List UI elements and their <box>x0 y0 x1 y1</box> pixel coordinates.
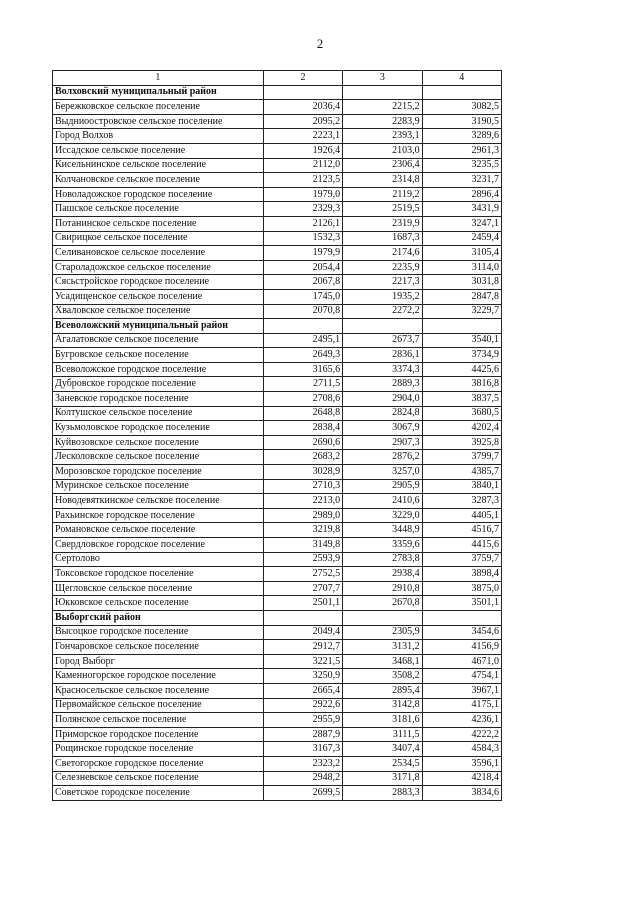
value-col4: 3454,6 <box>422 625 501 640</box>
value-col3: 2905,9 <box>343 479 422 494</box>
table-row <box>53 275 502 290</box>
settlement-name: Романовское сельское поселение <box>53 523 264 538</box>
settlement-name: Приморское городское поселение <box>53 727 264 742</box>
value-col2: 2495,1 <box>263 333 342 348</box>
table-row <box>53 377 502 392</box>
header-cell: 3 <box>343 71 422 86</box>
value-col4: 4405,1 <box>422 508 501 523</box>
section-row <box>53 610 502 625</box>
value-col4: 3231,7 <box>422 173 501 188</box>
value-col4: 3898,4 <box>422 567 501 582</box>
value-col3 <box>343 85 422 100</box>
table-row <box>53 231 502 246</box>
table-row <box>53 727 502 742</box>
header-cell: 2 <box>263 71 342 86</box>
value-col2: 1745,0 <box>263 289 342 304</box>
value-col3: 2272,2 <box>343 304 422 319</box>
value-col3: 2904,0 <box>343 392 422 407</box>
value-col2: 2223,1 <box>263 129 342 144</box>
value-col2 <box>263 610 342 625</box>
value-col3: 2103,0 <box>343 143 422 158</box>
value-col3: 2217,3 <box>343 275 422 290</box>
value-col2: 2036,4 <box>263 100 342 115</box>
value-col3: 3407,4 <box>343 742 422 757</box>
settlement-name: Высоцкое городское поселение <box>53 625 264 640</box>
value-col2: 2054,4 <box>263 260 342 275</box>
settlement-name: Селивановское сельское поселение <box>53 246 264 261</box>
settlement-name: Первомайское сельское поселение <box>53 698 264 713</box>
value-col2: 2112,0 <box>263 158 342 173</box>
value-col4: 3925,8 <box>422 435 501 450</box>
settlement-name: Заневское городское поселение <box>53 392 264 407</box>
settlement-name: Токсовское городское поселение <box>53 567 264 582</box>
table-row <box>53 100 502 115</box>
value-col4: 3596,1 <box>422 756 501 771</box>
value-col2: 2838,4 <box>263 421 342 436</box>
value-col4: 4218,4 <box>422 771 501 786</box>
settlement-name: Новоладожское городское поселение <box>53 187 264 202</box>
value-col3: 2824,8 <box>343 406 422 421</box>
value-col4: 3229,7 <box>422 304 501 319</box>
value-col3: 2215,2 <box>343 100 422 115</box>
value-col4: 3235,5 <box>422 158 501 173</box>
value-col3: 3359,6 <box>343 538 422 553</box>
value-col2: 2989,0 <box>263 508 342 523</box>
value-col2: 1532,3 <box>263 231 342 246</box>
settlement-name: Муринское сельское поселение <box>53 479 264 494</box>
value-col4 <box>422 319 501 334</box>
table-row <box>53 654 502 669</box>
value-col2: 2213,0 <box>263 494 342 509</box>
value-col2 <box>263 319 342 334</box>
value-col3: 2235,9 <box>343 260 422 275</box>
value-col3: 2319,9 <box>343 216 422 231</box>
value-col3: 2907,3 <box>343 435 422 450</box>
value-col3: 2938,4 <box>343 567 422 582</box>
value-col4: 4754,1 <box>422 669 501 684</box>
settlement-name: Бугровское сельское поселение <box>53 348 264 363</box>
header-cell: 1 <box>53 71 264 86</box>
value-col4: 2847,8 <box>422 289 501 304</box>
value-col4: 3680,5 <box>422 406 501 421</box>
value-col4: 2961,3 <box>422 143 501 158</box>
value-col2: 2912,7 <box>263 640 342 655</box>
settlement-name: Щегловское сельское поселение <box>53 581 264 596</box>
table-row <box>53 304 502 319</box>
value-col2: 2126,1 <box>263 216 342 231</box>
table-row <box>53 465 502 480</box>
page-number: 2 <box>316 36 324 51</box>
value-col4: 3031,8 <box>422 275 501 290</box>
table-row <box>53 508 502 523</box>
value-col4: 3114,0 <box>422 260 501 275</box>
table-row <box>53 158 502 173</box>
value-col2: 2683,2 <box>263 450 342 465</box>
value-col4: 3289,6 <box>422 129 501 144</box>
settlement-name: Свердловское городское поселение <box>53 538 264 553</box>
value-col4 <box>422 610 501 625</box>
settlement-name: Юкковское сельское поселение <box>53 596 264 611</box>
value-col2: 2648,8 <box>263 406 342 421</box>
table-row <box>53 129 502 144</box>
table-row <box>53 333 502 348</box>
value-col2: 2922,6 <box>263 698 342 713</box>
value-col2: 3221,5 <box>263 654 342 669</box>
value-col3 <box>343 610 422 625</box>
table-row <box>53 421 502 436</box>
value-col4: 4425,6 <box>422 362 501 377</box>
value-col2: 2501,1 <box>263 596 342 611</box>
settlement-name: Потанинское сельское поселение <box>53 216 264 231</box>
table-row <box>53 202 502 217</box>
settlement-name: Морозовское городское поселение <box>53 465 264 480</box>
value-col3: 1687,3 <box>343 231 422 246</box>
settlement-name: Каменногорское городское поселение <box>53 669 264 684</box>
settlement-name: Рахьинское городское поселение <box>53 508 264 523</box>
table-row <box>53 450 502 465</box>
value-col4: 3190,5 <box>422 114 501 129</box>
table-row <box>53 246 502 261</box>
table-row <box>53 173 502 188</box>
table-row <box>53 114 502 129</box>
table-row <box>53 683 502 698</box>
value-col2: 2070,8 <box>263 304 342 319</box>
value-col4: 3759,7 <box>422 552 501 567</box>
value-col3: 2314,8 <box>343 173 422 188</box>
value-col3: 3131,2 <box>343 640 422 655</box>
settlement-name: Бережковское сельское поселение <box>53 100 264 115</box>
table-row <box>53 625 502 640</box>
value-col4: 3799,7 <box>422 450 501 465</box>
value-col4: 3082,5 <box>422 100 501 115</box>
value-col3: 2305,9 <box>343 625 422 640</box>
value-col4: 4415,6 <box>422 538 501 553</box>
value-col2: 2593,9 <box>263 552 342 567</box>
value-col3: 1935,2 <box>343 289 422 304</box>
table-row <box>53 362 502 377</box>
value-col2: 3250,9 <box>263 669 342 684</box>
table-row <box>53 786 502 801</box>
value-col2: 2710,3 <box>263 479 342 494</box>
settlement-name: Город Выборг <box>53 654 264 669</box>
settlement-name: Светогорское городское поселение <box>53 756 264 771</box>
settlement-name: Куйвозовское сельское поселение <box>53 435 264 450</box>
value-col4: 3816,8 <box>422 377 501 392</box>
value-col3: 2283,9 <box>343 114 422 129</box>
table-row <box>53 538 502 553</box>
value-col4: 4202,4 <box>422 421 501 436</box>
value-col4: 4156,9 <box>422 640 501 655</box>
table-body <box>53 71 502 801</box>
value-col4: 3837,5 <box>422 392 501 407</box>
value-col3: 3181,6 <box>343 713 422 728</box>
settlement-name: Хваловское сельское поселение <box>53 304 264 319</box>
value-col3: 2910,8 <box>343 581 422 596</box>
value-col3 <box>343 319 422 334</box>
value-col3: 3067,9 <box>343 421 422 436</box>
value-col4: 4222,2 <box>422 727 501 742</box>
value-col2: 3165,6 <box>263 362 342 377</box>
section-title: Волховский муниципальный район <box>53 85 264 100</box>
settlement-name: Колчановское сельское поселение <box>53 173 264 188</box>
settlement-name: Кисельнинское сельское поселение <box>53 158 264 173</box>
table-row <box>53 771 502 786</box>
value-col2: 2708,6 <box>263 392 342 407</box>
value-col4: 4516,7 <box>422 523 501 538</box>
value-col2: 1979,0 <box>263 187 342 202</box>
value-col3: 2174,6 <box>343 246 422 261</box>
value-col2: 2067,8 <box>263 275 342 290</box>
value-col3: 3374,3 <box>343 362 422 377</box>
value-col2: 3167,3 <box>263 742 342 757</box>
value-col4: 3834,6 <box>422 786 501 801</box>
value-col2 <box>263 85 342 100</box>
table-row <box>53 348 502 363</box>
table-row <box>53 698 502 713</box>
table-row <box>53 187 502 202</box>
settlement-name: Выдниоостровское сельское поселение <box>53 114 264 129</box>
value-col3: 3111,5 <box>343 727 422 742</box>
value-col4: 3247,1 <box>422 216 501 231</box>
value-col2: 2887,9 <box>263 727 342 742</box>
settlement-name: Всеволожское городское поселение <box>53 362 264 377</box>
value-col3: 2673,7 <box>343 333 422 348</box>
value-col2: 2948,2 <box>263 771 342 786</box>
settlement-name: Пашское сельское поселение <box>53 202 264 217</box>
value-col3: 3171,8 <box>343 771 422 786</box>
value-col4: 4385,7 <box>422 465 501 480</box>
value-col3: 2519,5 <box>343 202 422 217</box>
value-col3: 2883,3 <box>343 786 422 801</box>
value-col3: 2410,6 <box>343 494 422 509</box>
value-col2: 2699,5 <box>263 786 342 801</box>
value-col3: 2836,1 <box>343 348 422 363</box>
settlement-name: Сясьстройское городское поселение <box>53 275 264 290</box>
value-col4: 2459,4 <box>422 231 501 246</box>
settlement-name: Кузьмоловское городское поселение <box>53 421 264 436</box>
table-row <box>53 479 502 494</box>
table-row <box>53 392 502 407</box>
settlement-name: Колтушское сельское поселение <box>53 406 264 421</box>
value-col2: 2329,3 <box>263 202 342 217</box>
value-col2: 2095,2 <box>263 114 342 129</box>
section-row <box>53 85 502 100</box>
value-col3: 2783,8 <box>343 552 422 567</box>
value-col3: 2306,4 <box>343 158 422 173</box>
value-col3: 2889,3 <box>343 377 422 392</box>
settlement-name: Иссадское сельское поселение <box>53 143 264 158</box>
value-col2: 2955,9 <box>263 713 342 728</box>
value-col4: 3287,3 <box>422 494 501 509</box>
settlement-name: Агалатовское сельское поселение <box>53 333 264 348</box>
value-col2: 1926,4 <box>263 143 342 158</box>
value-col4: 2896,4 <box>422 187 501 202</box>
value-col4: 3967,1 <box>422 683 501 698</box>
value-col2: 2323,2 <box>263 756 342 771</box>
value-col2: 2752,5 <box>263 567 342 582</box>
value-col4: 3734,9 <box>422 348 501 363</box>
section-title: Выборгский район <box>53 610 264 625</box>
table-row <box>53 669 502 684</box>
settlement-name: Сертолово <box>53 552 264 567</box>
settlement-name: Гончаровское сельское поселение <box>53 640 264 655</box>
value-col4: 3840,1 <box>422 479 501 494</box>
settlement-name: Дубровское городское поселение <box>53 377 264 392</box>
value-col2: 2123,5 <box>263 173 342 188</box>
settlement-name: Староладожское сельское поселение <box>53 260 264 275</box>
settlement-name: Усадищенское сельское поселение <box>53 289 264 304</box>
section-title: Всеволожский муниципальный район <box>53 319 264 334</box>
value-col3: 3468,1 <box>343 654 422 669</box>
value-col3: 2119,2 <box>343 187 422 202</box>
table-row <box>53 581 502 596</box>
value-col2: 2711,5 <box>263 377 342 392</box>
value-col3: 2895,4 <box>343 683 422 698</box>
table-row <box>53 552 502 567</box>
section-row <box>53 319 502 334</box>
value-col2: 2649,3 <box>263 348 342 363</box>
table-row <box>53 216 502 231</box>
value-col2: 1979,9 <box>263 246 342 261</box>
value-col2: 2707,7 <box>263 581 342 596</box>
value-col3: 3142,8 <box>343 698 422 713</box>
value-col4: 4175,1 <box>422 698 501 713</box>
value-col3: 3257,0 <box>343 465 422 480</box>
table-row <box>53 494 502 509</box>
table-row <box>53 260 502 275</box>
value-col4: 3431,9 <box>422 202 501 217</box>
settlement-name: Свирицкое сельское поселение <box>53 231 264 246</box>
value-col2: 3149,8 <box>263 538 342 553</box>
value-col4: 3105,4 <box>422 246 501 261</box>
value-col3: 3229,0 <box>343 508 422 523</box>
value-col4: 4671,0 <box>422 654 501 669</box>
settlement-name: Город Волхов <box>53 129 264 144</box>
table-row <box>53 567 502 582</box>
table-row <box>53 143 502 158</box>
value-col2: 3219,8 <box>263 523 342 538</box>
settlement-name: Селезневское сельское поселение <box>53 771 264 786</box>
value-col2: 2049,4 <box>263 625 342 640</box>
value-col2: 2690,6 <box>263 435 342 450</box>
settlement-name: Рощинское городское поселение <box>53 742 264 757</box>
table-row <box>53 640 502 655</box>
table-row <box>53 596 502 611</box>
value-col3: 2876,2 <box>343 450 422 465</box>
value-col3: 2393,1 <box>343 129 422 144</box>
table-row <box>53 435 502 450</box>
value-col4: 4236,1 <box>422 713 501 728</box>
table-row <box>53 742 502 757</box>
table-row <box>53 756 502 771</box>
value-col4: 3501,1 <box>422 596 501 611</box>
value-col2: 3028,9 <box>263 465 342 480</box>
settlement-name: Новодевяткинское сельское поселение <box>53 494 264 509</box>
data-table <box>52 70 502 801</box>
table-header-row <box>53 71 502 86</box>
value-col3: 3448,9 <box>343 523 422 538</box>
settlement-name: Лесколовское сельское поселение <box>53 450 264 465</box>
table-row <box>53 406 502 421</box>
value-col3: 2534,5 <box>343 756 422 771</box>
header-cell: 4 <box>422 71 501 86</box>
table-row <box>53 523 502 538</box>
settlement-name: Полянское сельское поселение <box>53 713 264 728</box>
value-col3: 2670,8 <box>343 596 422 611</box>
table-row <box>53 289 502 304</box>
value-col2: 2665,4 <box>263 683 342 698</box>
value-col4 <box>422 85 501 100</box>
table-row <box>53 713 502 728</box>
value-col4: 3540,1 <box>422 333 501 348</box>
settlement-name: Красносельское сельское поселение <box>53 683 264 698</box>
settlement-name: Советское городское поселение <box>53 786 264 801</box>
value-col3: 3508,2 <box>343 669 422 684</box>
value-col4: 3875,0 <box>422 581 501 596</box>
value-col4: 4584,3 <box>422 742 501 757</box>
